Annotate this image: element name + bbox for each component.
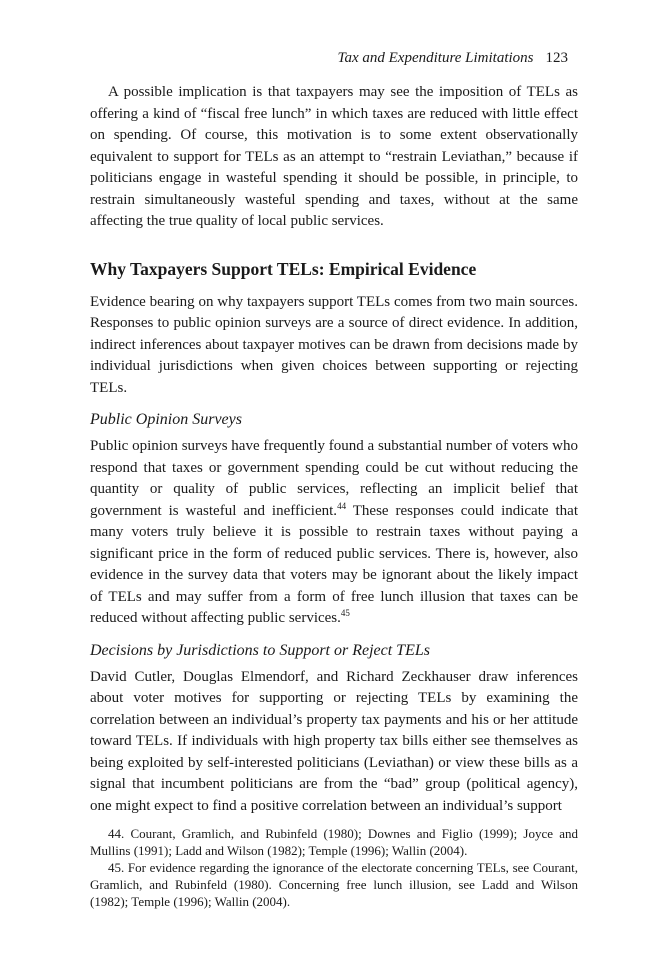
- running-head: [338, 50, 568, 67]
- section-heading: Why Taxpayers Support TELs: Empirical Evidence: [90, 258, 477, 279]
- page-number: 123: [545, 50, 568, 66]
- footnote-44: 44. Courant, Gramlich, and Rubinfeld (1980); Downes and Figlio (1999); Joyce and Mullins (1991); Ladd and Wilson (1982); Temple (1996); Wallin (2004).: [90, 826, 578, 858]
- body-text: [90, 82, 578, 910]
- footnotes: [90, 825, 578, 910]
- subheading-public-opinion: Public Opinion Surveys: [90, 411, 242, 428]
- paragraph-public-opinion: [90, 436, 578, 630]
- footnote-45: 45. For evidence regarding the ignorance of the electorate concerning TELs, see Courant, Gramlich, and Rubinfeld (1980). Concerning free lunch illusion, see Ladd and Wilson (1982); Temple (1996); Wallin (2004).: [90, 860, 578, 909]
- running-title: Tax and Expenditure Limitations: [337, 50, 534, 66]
- paragraph-intro: A possible implication is that taxpayers may see the imposition of TELs as offering a kind of “fiscal free lunch” in which taxes are reduced with little effect on spending. Of course, this motivation is to some extent observationally equivalent to support for TELs as an attempt to “restrain Leviathan,” because if politicians engage in wasteful spending it should be possible, in principle, to restrain simultaneously wasteful spending and taxes, without at the same affecting the true quality of local public services.: [90, 84, 578, 229]
- footnote-ref-44: 44: [337, 500, 347, 511]
- text-run: Public opinion surveys have frequently found a substantial number of voters who respond that taxes or government spending could be cut without reducing the quantity or quality of public services, reflecting an implicit belief that government is wasteful and inefficient.: [90, 438, 578, 519]
- footnote-ref-45: 45: [340, 608, 350, 618]
- paragraph-evidence-sources: Evidence bearing on why taxpayers support TELs comes from two main sources. Responses to public opinion surveys are a source of direct evidence. In addition, indirect inferences about taxpayer motives can be drawn from decisions made by individual jurisdictions when given choices between supporting or rejecting TELs.: [90, 293, 578, 396]
- text-run: These responses could indicate that many voters truly believe it is possible to restrain taxes without paying a significant price in the form of reduced public services. There is, however, also evidence in the survey data that voters may be ignorant about the likely impact of TELs and may suffer from a form of free lunch illusion that taxes can be reduced without affecting public services.: [90, 502, 578, 626]
- paragraph-jurisdictions: David Cutler, Douglas Elmendorf, and Richard Zeckhauser draw inferences about voter motives for supporting or rejecting TELs by examining the correlation between an individual’s property tax payments and his or her attitude toward TELs. If individuals with high property tax bills either see themselves as being exploited by self-interested politicians (Leviathan) or view these bills as a signal that incumbent politicians are from the “bad” group (political agency), one might expect to find a positive correlation between an individual’s support: [90, 668, 578, 814]
- subheading-jurisdictions: Decisions by Jurisdictions to Support or Reject TELs: [90, 641, 430, 659]
